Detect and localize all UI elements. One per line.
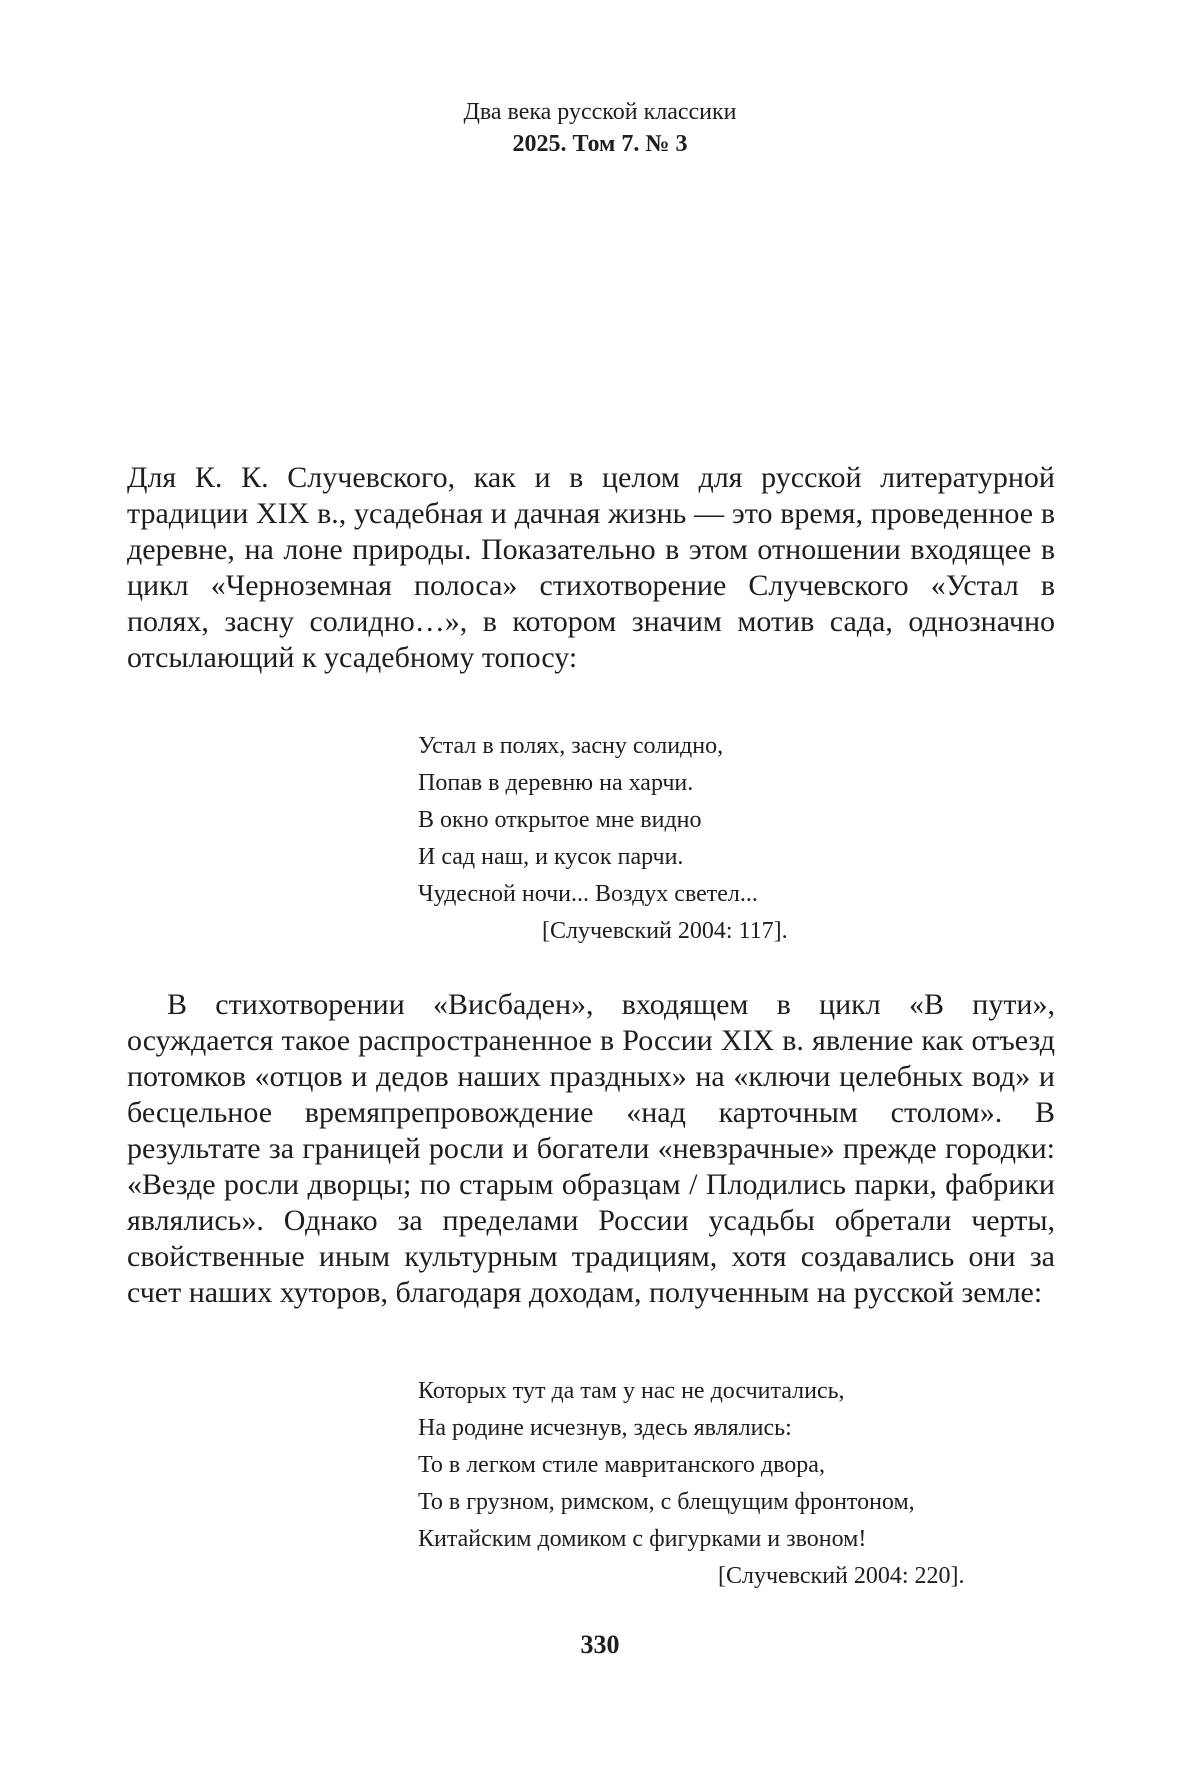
verse-line: То в легком стиле мавританского двора, [418,1447,998,1484]
verse-citation: [Случевский 2004: 220]. [418,1558,998,1595]
paragraph-2: В стихотворении «Висбаден», входящем в цикл «В пути», осуждается такое распространенное в России XIX в. явление как отъезд потомков «отцов и дедов наших праздных» на «ключи целебных вод» и бесцельное времяпрепровождение «над карточным столом». В результате за границей росли и богатели «невзрачные» прежде городки: «Везде росли дворцы; по старым образцам / Плодились парки, фабрики являлись». Однако за пределами России усадьбы обретали черты, свойственные иным культурным традициям, хотя создавались они за счет наших хуторов, благодаря доходам, полученным на русской земле: [127,987,1055,1311]
verse-citation: [Случевский 2004: 117]. [418,913,998,950]
verse-line: Устал в полях, засну солидно, [418,728,998,765]
verse-line: Которых тут да там у нас не досчитались, [418,1373,998,1410]
verse-line: Попав в деревню на харчи. [418,765,998,802]
verse-line: Чудесной ночи... Воздух светел... [418,876,998,913]
verse-line: На родине исчезнув, здесь являлись: [418,1410,998,1447]
running-header [0,96,1200,160]
verse-line: И сад наш, и кусок парчи. [418,839,998,876]
verse-quote-1 [418,728,998,950]
verse-line: В окно открытое мне видно [418,802,998,839]
issue-info: 2025. Том 7. № 3 [0,128,1200,160]
verse-line: То в грузном, римском, с блещущим фронтоном, [418,1484,998,1521]
body-section-2 [127,987,1055,1311]
paragraph-1: Для К. К. Случевского, как и в целом для русской литературной традиции XIX в., усадебная и дачная жизнь — это время, проведенное в деревне, на лоне природы. Показательно в этом отношении входящее в цикл «Черноземная полоса» стихотворение Случевского «Устал в полях, засну солидно…», в котором значим мотив сада, однозначно отсылающий к усадебному топосу: [127,460,1055,676]
journal-title: Два века русской классики [0,96,1200,128]
body-section-1 [127,460,1055,676]
page-number: 330 [0,1630,1200,1660]
verse-line: Китайским домиком с фигурками и звоном! [418,1521,998,1558]
verse-quote-2 [418,1373,998,1595]
